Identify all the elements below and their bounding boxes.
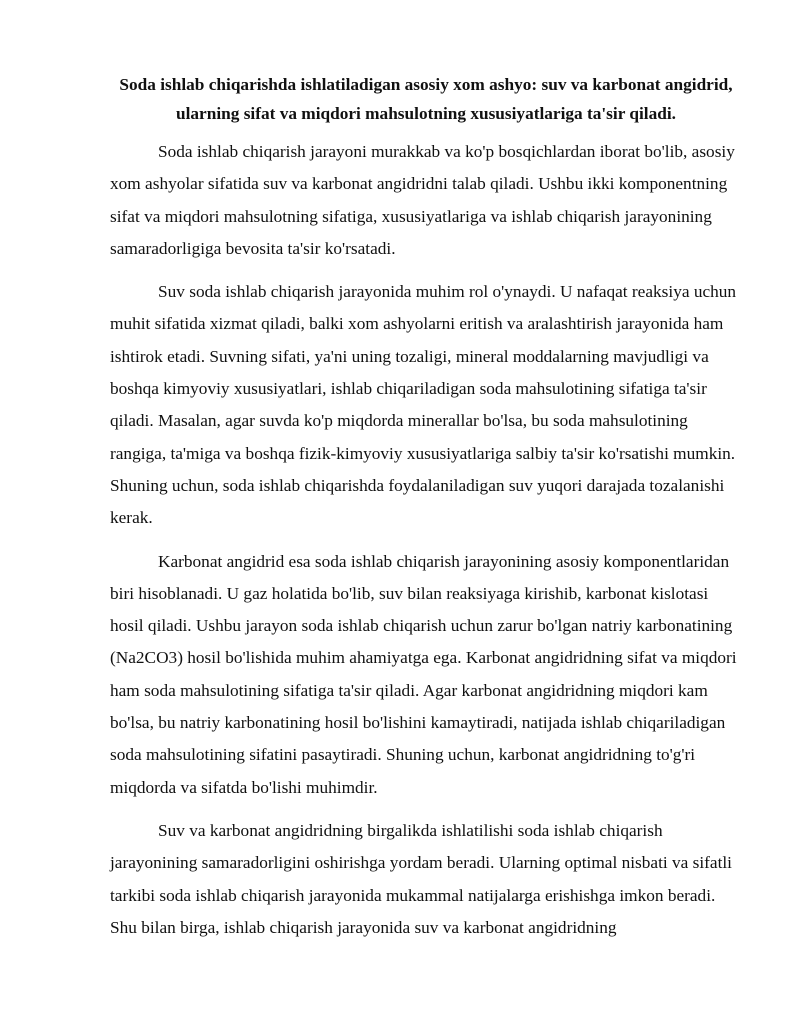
paragraph-2: Suv soda ishlab chiqarish jarayonida muhim rol o'ynaydi. U nafaqat reaksiya uchun muhit sifatida xizmat qiladi, balki xom ashyolarni eritish va aralashtirish jarayonida ham ishtirok etadi. Suvning sifati, ya'ni uning tozaligi, mineral moddalarning mavjudligi va boshqa kimyoviy xususiyatlari, ishlab chiqariladigan soda mahsulotining sifatiga ta'sir qiladi. Masalan, agar suvda ko'p miqdorda minerallar bo'lsa, bu soda mahsulotining rangiga, ta'miga va boshqa fizik-kimyoviy xususiyatlariga salbiy ta'sir ko'rsatishi mumkin. Shuning uchun, soda ishlab chiqarishda foydalaniladigan suv yuqori darajada tozalanishi kerak. [110, 282, 737, 528]
paragraph-4: Suv va karbonat angidridning birgalikda ishlatilishi soda ishlab chiqarish jarayonining samaradorligini oshirishga yordam beradi. Ularning optimal nisbati va sifatli tarkibi soda ishlab chiqarish jarayonida mukammal natijalarga erishishga imkon beradi. Shu bilan birga, ishlab chiqarish jarayonida suv va karbonat angidridning [110, 820, 732, 937]
document-title: Soda ishlab chiqarishda ishlatiladigan asosiy xom ashyo: suv va karbonat angidrid, ularning sifat va miqdori mahsulotning xususiyatlariga ta'sir qiladi. [119, 75, 733, 123]
paragraph-3: Karbonat angidrid esa soda ishlab chiqarish jarayonining asosiy komponentlaridan biri hisoblanadi. U gaz holatida bo'lib, suv bilan reaksiyaga kirishib, karbonat kislotasi hosil qiladi. Ushbu jarayon soda ishlab chiqarish uchun zarur bo'lgan natriy karbonatining (Na2CO3) hosil bo'lishida muhim ahamiyatga ega. Karbonat angidridning sifat va miqdori ham soda mahsulotining sifatiga ta'sir qiladi. Agar karbonat angidridning miqdori kam bo'lsa, bu natriy karbonatining hosil bo'lishini kamaytiradi, natijada ishlab chiqariladigan soda mahsulotining sifatini pasaytiradi. Shuning uchun, karbonat angidridning to'g'ri miqdorda va sifatda bo'lishi muhimdir. [110, 551, 737, 797]
paragraph-1: Soda ishlab chiqarish jarayoni murakkab va ko'p bosqichlardan iborat bo'lib, asosiy xom ashyolar sifatida suv va karbonat angidridni talab qiladi. Ushbu ikki komponentning sifat va miqdori mahsulotning sifatiga, xususiyatlariga va ishlab chiqarish jarayonining samaradorligiga bevosita ta'sir ko'rsatadi. [110, 142, 735, 258]
